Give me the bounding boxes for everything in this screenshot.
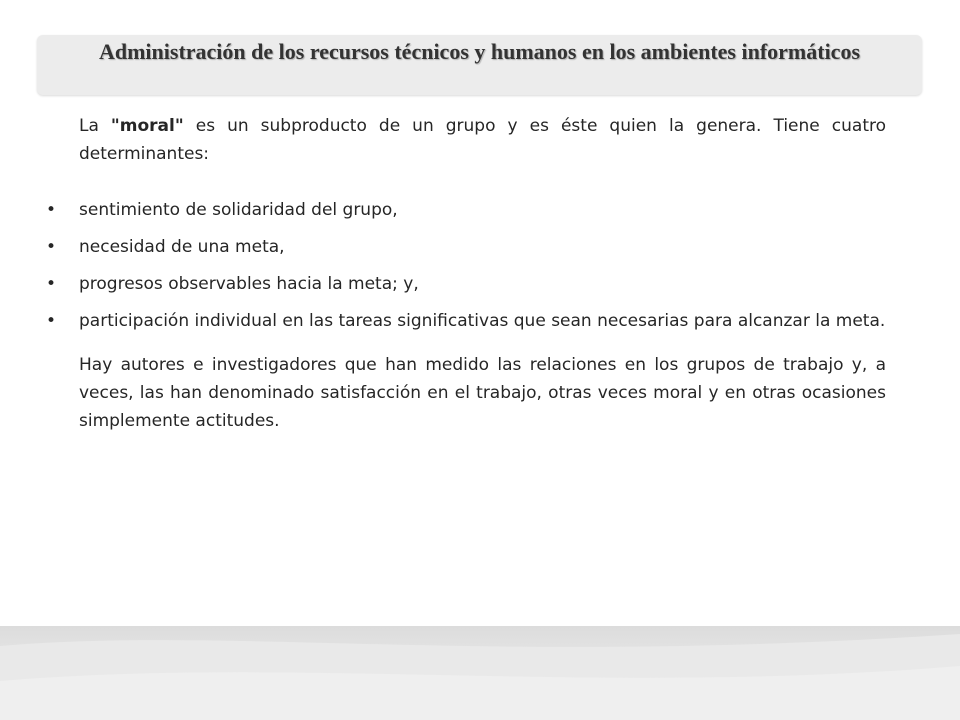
footer-wave-decoration <box>0 626 960 720</box>
list-item <box>44 307 886 335</box>
bullet-icon: • <box>46 200 57 220</box>
slide-title: Administración de los recursos técnicos y humanos en los ambientes informáticos <box>98 39 861 64</box>
list-item <box>44 196 886 224</box>
bullet-icon: • <box>46 274 57 294</box>
footer-band <box>0 626 960 720</box>
list-item-text: necesidad de una meta, <box>79 237 285 257</box>
intro-suffix: es un subproducto de un grupo y es éste quien la genera. Tiene cuatro determinantes: <box>79 116 886 164</box>
intro-keyword: "moral" <box>110 116 184 136</box>
determinants-list <box>44 196 886 335</box>
intro-prefix: La <box>79 116 111 136</box>
title-bar <box>37 35 922 95</box>
list-item-text: progresos observables hacia la meta; y, <box>79 274 419 294</box>
slide-body <box>44 112 886 435</box>
list-item-text: participación individual en las tareas significativas que sean necesarias para alcanzar la meta. <box>79 311 886 331</box>
list-item <box>44 270 886 298</box>
list-item-text: sentimiento de solidaridad del grupo, <box>79 200 398 220</box>
intro-paragraph <box>44 112 886 168</box>
bullet-icon: • <box>46 311 57 331</box>
bullet-icon: • <box>46 237 57 257</box>
list-item <box>44 233 886 261</box>
closing-paragraph: Hay autores e investigadores que han medido las relaciones en los grupos de trabajo y, a veces, las han denominado satisfacción en el trabajo, otras veces moral y en otras ocasiones simplemente actitudes. <box>79 355 886 431</box>
